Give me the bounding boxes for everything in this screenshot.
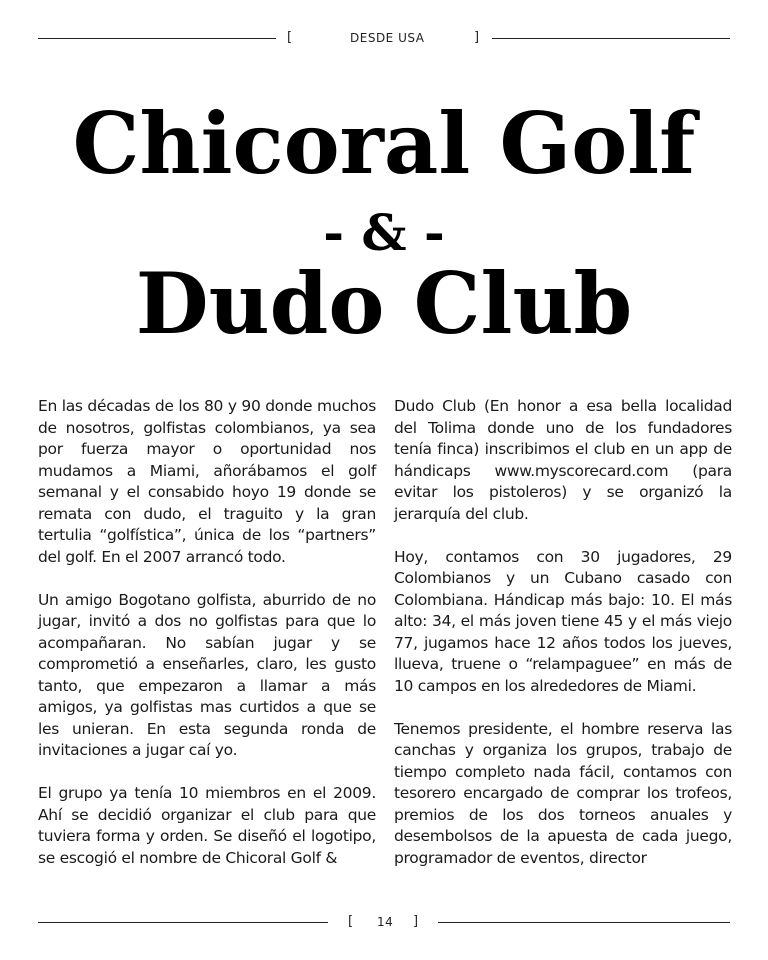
- footer-bracket-open: [: [348, 914, 354, 929]
- article-title-ampersand: - & -: [323, 203, 445, 262]
- page-number: 14: [377, 915, 394, 929]
- footer-bracket-close: ]: [413, 914, 419, 929]
- header-rule-right: [492, 38, 730, 39]
- body-column-left: [38, 396, 376, 869]
- header-bracket-open: [: [287, 30, 293, 45]
- paragraph: Hoy, contamos con 30 jugadores, 29 Colombianos y un Cubano casado con Colombiana. Hándicap más bajo: 10. El más alto: 34, el más joven tiene 45 y el más viejo 77, jugamos hace 12 años todos los jueves, llueva, truene o “relampaguee” en más de 10 campos en los alrededores de Miami.: [394, 547, 732, 695]
- article-title-line1: Chicoral Golf: [72, 94, 696, 193]
- paragraph: Dudo Club (En honor a esa bella localidad del Tolima donde uno de los fundadores tenía finca) inscribimos el club en un app de hándicaps www.myscorecard.com (para evitar los pistoleros) y se organizó la jerarquía del club.: [394, 397, 732, 523]
- footer-rule-left: [38, 922, 328, 923]
- paragraph: El grupo ya tenía 10 miembros en el 2009. Ahí se decidió organizar el club para que tuviera forma y orden. Se diseñó el logotipo, se escogió el nombre de Chicoral Golf &: [38, 784, 376, 867]
- body-column-right: [394, 396, 732, 869]
- header-rule-left: [38, 38, 276, 39]
- paragraph: Tenemos presidente, el hombre reserva las canchas y organiza los grupos, trabajo de tiempo completo nada fácil, contamos con tesorero encargado de comprar los trofeos, premios de los dos torneos anuales y desembolsos de la apuesta de cada juego, programador de eventos, director: [394, 719, 732, 867]
- header-bracket-close: ]: [474, 30, 480, 45]
- article-title-line2: Dudo Club: [135, 254, 633, 353]
- paragraph: En las décadas de los 80 y 90 donde muchos de nosotros, golfistas colombianos, ya sea por fuerza mayor o oportunidad nos mudamos a Miami, añorábamos el golf semanal y el consabido hoyo 19 donde se remata con dudo, el traguito y la gran tertulia “golfística”, única de los “partners” del golf. En el 2007 arrancó todo.: [38, 397, 376, 566]
- paragraph: Un amigo Bogotano golfista, aburrido de no jugar, invitó a dos no golfistas para que lo acompañaran. No sabían jugar y se comprometió a enseñarles, claro, les gusto tanto, que empezaron a llamar a más amigos, ya golfistas mas curtidos a que se les unieran. En esta segunda ronda de invitaciones a jugar caí yo.: [38, 590, 376, 759]
- footer-rule-right: [438, 922, 730, 923]
- section-label: DESDE USA: [350, 31, 425, 45]
